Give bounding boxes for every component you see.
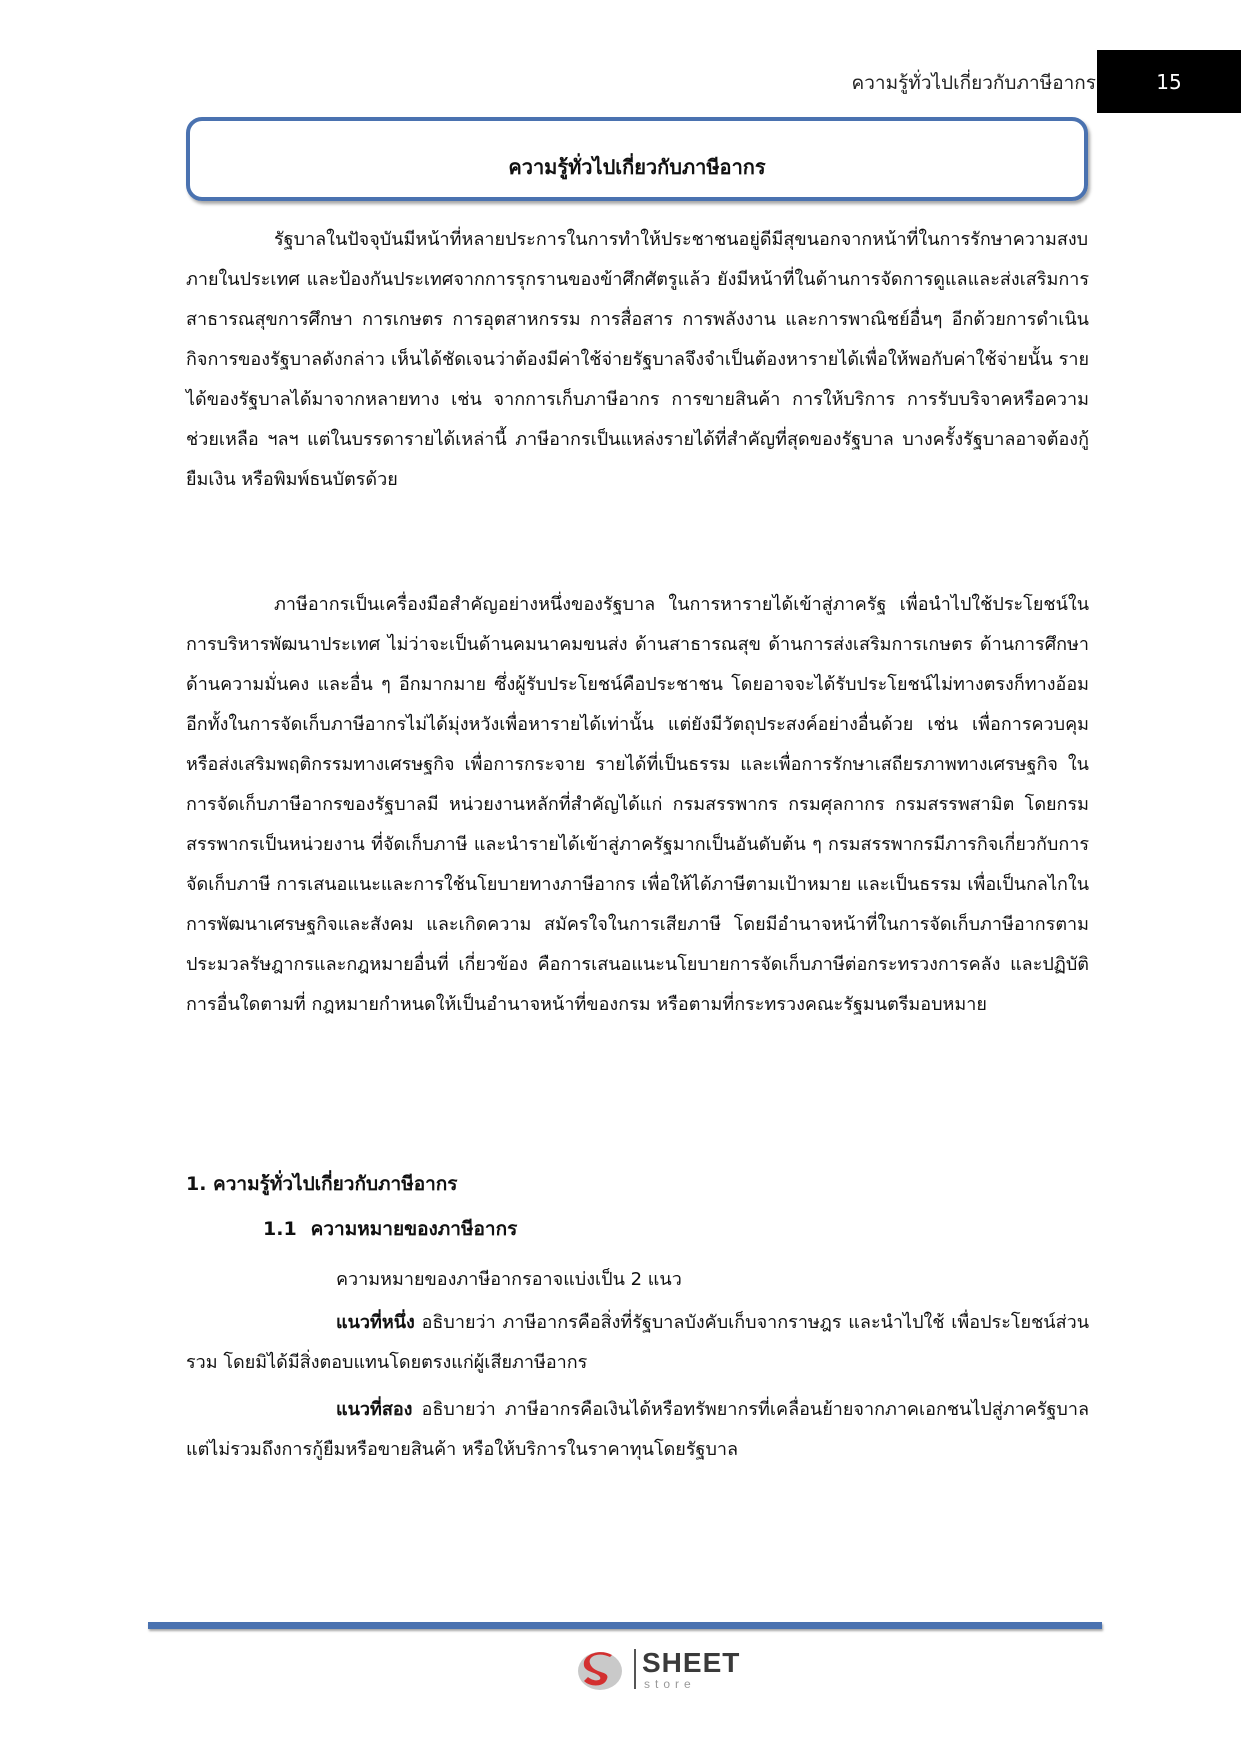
paragraph-text: ภาษีอากรเป็นเครื่องมือสำคัญอย่างหนึ่งของรัฐบาล ในการหารายได้เข้าสู่ภาครัฐ เพื่อนำไปใช้ประโยชน์ในการบริหารพัฒนาประเทศ ไม่ว่าจะเป็นด้านคมนาคมขนส่ง ด้านสาธารณสุข ด้านการส่งเสริมการเกษตร ด้านการศึกษา ด้านความมั่นคง และอื่น ๆ อีกมากมาย ซึ่งผู้รับประโยชน์คือประชาชน โดยอาจจะได้รับประโยชน์ไม่ทางตรงก็ทางอ้อม อีกทั้งในการจัดเก็บภาษีอากรไม่ได้มุ่งหวังเพื่อหารายได้เท่านั้น แต่ยังมีวัตถุประสงค์อย่างอื่นด้วย เช่น เพื่อการควบคุมหรือส่งเสริมพฤติกรรมทางเศรษฐกิจ เพื่อการกระจาย รายได้ที่เป็นธรรม และเพื่อการรักษาเสถียรภาพทางเศรษฐกิจ ในการจัดเก็บภาษีอากรของรัฐบาลมี หน่วยงานหลักที่สำคัญได้แก่ กรมสรรพากร กรมศุลกากร กรมสรรพสามิต โดยกรมสรรพากรเป็นหน่วยงาน ที่จัดเก็บภาษี และนำรายได้เข้าสู่ภาครัฐมากเป็นอันดับต้น ๆ กรมสรรพากรมีภารกิจเกี่ยวกับการจัดเก็บภาษี การเสนอแนะและการใช้นโยบายทางภาษีอากร เพื่อให้ได้ภาษีตามเป้าหมาย และเป็นธรรม เพื่อเป็นกลไกในการพัฒนาเศรษฐกิจและสังคม และเกิดความ สมัครใจในการเสียภาษี โดยมีอำนาจหน้าที่ในการจัดเก็บภาษีอากรตามประมวลรัษฎากรและกฎหมายอื่นที่ เกี่ยวข้อง คือการเสนอแนะนโยบายการจัดเก็บภาษีต่อกระทรวงการคลัง และปฏิบัติการอื่นใดตามที่ กฎหมายกำหนดให้เป็นอำนาจหน้าที่ของกรม หรือตามที่กระทรวงคณะรัฐมนตรีมอบหมาย	[186, 594, 1089, 1015]
subsection-title: ความหมายของภาษีอากร	[310, 1218, 518, 1240]
footer-rule	[148, 1622, 1102, 1629]
approach-label: แนวที่สอง	[336, 1399, 413, 1420]
paragraph-text: รัฐบาลในปัจจุบันมีหน้าที่หลายประการในการทำให้ประชาชนอยู่ดีมีสุขนอกจากหน้าที่ในการรักษาความสงบภายในประเทศ และป้องกันประเทศจากการรุกรานของข้าศึกศัตรูแล้ว ยังมีหน้าที่ในด้านการจัดการดูแลและส่งเสริมการสาธารณสุขการศึกษา การเกษตร การอุตสาหกรรม การสื่อสาร การพลังงาน และการพาณิชย์อื่นๆ อีกด้วยการดำเนินกิจการของรัฐบาลดังกล่าว เห็นได้ชัดเจนว่าต้องมีค่าใช้จ่ายรัฐบาลจึงจำเป็นต้องหารายได้เพื่อให้พอกับค่าใช้จ่ายนั้น รายได้ของรัฐบาลได้มาจากหลายทาง เช่น จากการเก็บภาษีอากร การขายสินค้า การให้บริการ การรับบริจาคหรือความช่วยเหลือ ฯลฯ แต่ในบรรดารายได้เหล่านี้ ภาษีอากรเป็นแหล่งรายได้ที่สำคัญที่สุดของรัฐบาล บางครั้งรัฐบาลอาจต้องกู้ยืมเงิน หรือพิมพ์ธนบัตรด้วย	[186, 229, 1089, 490]
subsection-heading	[263, 1214, 517, 1244]
section-heading: 1. ความรู้ทั่วไปเกี่ยวกับภาษีอากร	[186, 1173, 458, 1195]
page-number: 15	[1097, 50, 1241, 113]
logo-wordmark: SHEET	[642, 1647, 741, 1678]
running-header-title: ความรู้ทั่วไปเกี่ยวกับภาษีอากร	[851, 72, 1096, 94]
approach-two	[186, 1390, 1089, 1470]
logo-divider	[634, 1649, 636, 1689]
sheet-store-logo	[576, 1645, 746, 1695]
approach-text: อธิบายว่า ภาษีอากรคือเงินได้หรือทรัพยากรที่เคลื่อนย้ายจากภาคเอกชนไปสู่ภาครัฐบาล แต่ไม่รวมถึงการกู้ยืมหรือขายสินค้า หรือให้บริการในราคาทุนโดยรัฐบาล	[186, 1399, 1089, 1460]
subsection-intro: ความหมายของภาษีอากรอาจแบ่งเป็น 2 แนว	[336, 1269, 682, 1290]
approach-one	[186, 1303, 1089, 1383]
approach-paragraph	[186, 1303, 1089, 1383]
approach-paragraph	[186, 1390, 1089, 1470]
title-box	[186, 117, 1088, 201]
approach-text: อธิบายว่า ภาษีอากรคือสิ่งที่รัฐบาลบังคับเก็บจากราษฎร และนำไปใช้ เพื่อประโยชน์ส่วนรวม โดยมิได้มีสิ่งตอบแทนโดยตรงแก่ผู้เสียภาษีอากร	[186, 1312, 1089, 1373]
approach-label: แนวที่หนึ่ง	[336, 1312, 415, 1333]
body-paragraph-1	[186, 220, 1089, 500]
subsection-number: 1.1	[263, 1218, 297, 1240]
page-title: ความรู้ทั่วไปเกี่ยวกับภาษีอากร	[508, 155, 766, 179]
body-paragraph-2	[186, 585, 1089, 1025]
sheet-s-logo-icon	[576, 1647, 626, 1693]
logo-subtext: store	[644, 1677, 696, 1691]
